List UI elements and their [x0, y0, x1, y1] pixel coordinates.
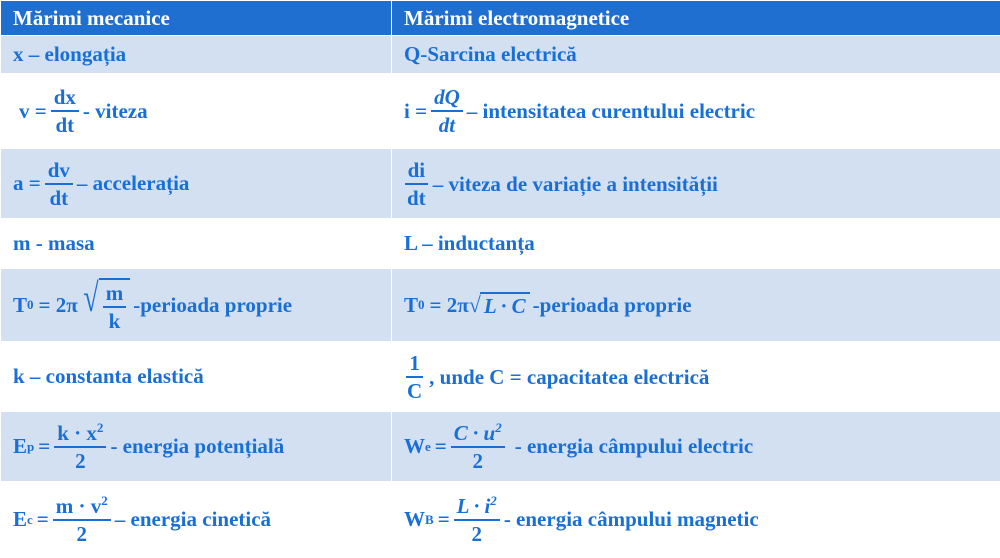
- exponent: 2: [101, 493, 108, 509]
- description: , unde C = capacitatea electrică: [429, 364, 710, 389]
- description: – energia cinetică: [114, 507, 272, 532]
- symbol: W: [404, 434, 425, 459]
- denominator: dt: [407, 186, 426, 211]
- formula-lhs: a =: [13, 171, 41, 196]
- numerator: dv: [45, 159, 73, 185]
- cell-period-em: [392, 268, 1000, 342]
- fraction: [404, 352, 425, 402]
- numerator: di: [405, 159, 429, 185]
- formula-lhs: v =: [19, 98, 47, 123]
- equals: =: [38, 434, 51, 459]
- description: - energia câmpului magnetic: [503, 507, 759, 532]
- cell-electric-energy: [392, 411, 1000, 481]
- header-mechanical: Mărimi mecanice: [1, 1, 392, 36]
- subscript: p: [27, 438, 35, 454]
- description: – accelerația: [76, 171, 190, 196]
- numerator: m · v: [55, 494, 102, 519]
- subscript: e: [425, 438, 431, 454]
- denominator: C: [407, 379, 423, 404]
- denominator: dt: [49, 185, 69, 210]
- description: -perioada proprie: [133, 292, 293, 317]
- equals: = 2π: [429, 292, 469, 317]
- fraction: [454, 494, 500, 545]
- equals: = 2π: [38, 292, 78, 317]
- table-row: [1, 218, 1000, 268]
- formula-lhs: i =: [404, 98, 428, 123]
- subscript: 0: [27, 297, 34, 313]
- cell-velocity: [1, 73, 392, 149]
- denominator: k: [108, 309, 121, 334]
- symbol: E: [13, 507, 28, 532]
- equals: =: [437, 507, 450, 532]
- cell-mass: m - masa: [1, 218, 392, 268]
- denominator: dt: [438, 113, 456, 138]
- table-row: [1, 411, 1000, 481]
- table-row: [1, 482, 1000, 558]
- cell-magnetic-energy: [392, 482, 1000, 558]
- cell-current-rate: [392, 149, 1000, 218]
- numerator: 1: [406, 352, 423, 378]
- symbol: W: [404, 507, 425, 532]
- exponent: 2: [96, 420, 104, 436]
- fraction: [103, 282, 127, 332]
- fraction: [53, 494, 111, 545]
- fraction: [451, 421, 505, 472]
- cell-charge: Q-Sarcina electrică: [392, 36, 1000, 74]
- denominator: 2: [76, 522, 88, 547]
- denominator: 2: [75, 449, 86, 474]
- description: - energia potențială: [110, 434, 285, 459]
- table-row: [1, 149, 1000, 218]
- cell-kinetic-energy: [1, 482, 392, 558]
- numerator: L · i: [456, 494, 491, 519]
- fraction: [431, 86, 463, 136]
- radicand: L · C: [480, 292, 530, 319]
- exponent: 2: [490, 493, 497, 509]
- subscript: 0: [418, 297, 425, 313]
- denominator: 2: [471, 522, 482, 547]
- cell-elongation: x – elongația: [1, 36, 392, 74]
- cell-potential-energy: [1, 411, 392, 481]
- numerator: dx: [51, 86, 79, 112]
- description: - viteza: [82, 98, 148, 123]
- numerator: dQ: [431, 86, 463, 112]
- description: - energia câmpului electric: [514, 434, 754, 459]
- header-electromagnetic: Mărimi electromagnetice: [392, 1, 1000, 36]
- cell-period-mechanical: [1, 268, 392, 342]
- fraction: [404, 159, 429, 209]
- subscript: B: [425, 511, 434, 527]
- cell-acceleration: [1, 149, 392, 218]
- table-row: [1, 73, 1000, 149]
- description: – intensitatea curentului electric: [466, 98, 756, 123]
- symbol: T: [13, 292, 28, 317]
- symbol: E: [13, 434, 28, 459]
- equals: =: [434, 434, 447, 459]
- radical-sign-icon: √: [83, 275, 99, 321]
- denominator: 2: [472, 449, 483, 474]
- denominator: dt: [55, 113, 75, 138]
- cell-inductance: L – inductanța: [392, 218, 1000, 268]
- equals: =: [36, 507, 49, 532]
- description: -perioada proprie: [532, 292, 692, 317]
- subscript: c: [27, 511, 33, 527]
- table-row: [1, 342, 1000, 411]
- table-row: [1, 36, 1000, 74]
- numerator: m: [103, 282, 127, 308]
- table-row: [1, 268, 1000, 342]
- radical-sign-icon: √: [468, 292, 481, 318]
- numerator: k · x: [57, 421, 97, 446]
- numerator: C · u: [453, 421, 496, 446]
- square-root: [80, 275, 130, 334]
- fraction: [45, 159, 73, 209]
- cell-spring-constant: k – constanta elastică: [1, 342, 392, 411]
- fraction: [54, 421, 106, 472]
- cell-capacitance: [392, 342, 1000, 411]
- exponent: 2: [495, 420, 502, 436]
- symbol: T: [404, 292, 419, 317]
- cell-current: [392, 73, 1000, 149]
- fraction: [51, 86, 79, 136]
- description: – viteza de variație a intensității: [432, 171, 718, 196]
